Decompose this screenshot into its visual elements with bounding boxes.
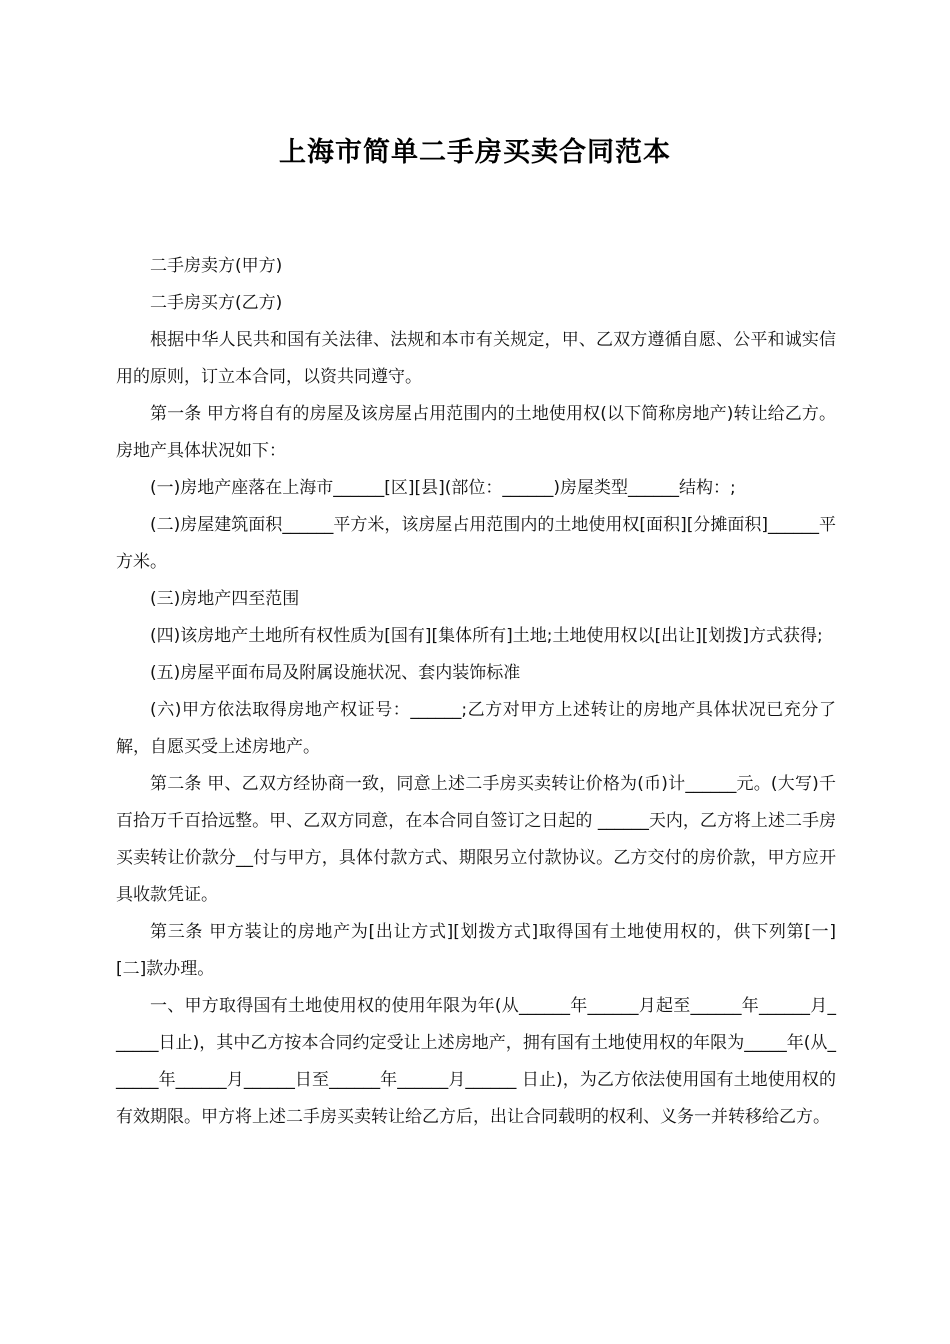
paragraph-article-1: 第一条 甲方将自有的房屋及该房屋占用范围内的土地使用权(以下简称房地产)转让给乙方。房地产具体状况如下：	[116, 404, 836, 461]
paragraph-item-5: (五)房屋平面布局及附属设施状况、套内装饰标准	[150, 663, 521, 683]
paragraph-article-3: 第三条 甲方装让的房地产为[出让方式][划拨方式]取得国有土地使用权的，供下列第[一][二]款办理。	[116, 922, 836, 979]
document-title: 上海市简单二手房买卖合同范本	[279, 137, 671, 168]
paragraph-preamble: 根据中华人民共和国有关法律、法规和本市有关规定，甲、乙双方遵循自愿、公平和诚实信用的原则，订立本合同，以资共同遵守。	[116, 330, 836, 387]
paragraph-item-3: (三)房地产四至范围	[150, 589, 300, 609]
document-body	[116, 248, 836, 1136]
paragraph-item-1: (一)房地产座落在上海市______[区][县](部位：______)房屋类型______结构：;	[150, 478, 736, 498]
paragraph-item-6: (六)甲方依法取得房地产权证号：______;乙方对甲方上述转让的房地产具体状况已充分了解，自愿买受上述房地产。	[116, 700, 836, 757]
paragraph-item-4: (四)该房地产土地所有权性质为[国有][集体所有]土地;土地使用权以[出让][划拨]方式获得;	[150, 626, 823, 646]
paragraph-buyer: 二手房买方(乙方)	[150, 293, 283, 313]
paragraph-article-2: 第二条 甲、乙双方经协商一致，同意上述二手房买卖转让价格为(币)计______元。(大写)千百拾万千百拾远整。甲、乙双方同意，在本合同自签订之日起的 ______天内，乙方将上述二手房买卖转让价款分__付与甲方，具体付款方式、期限另立付款协议。乙方交付的房价款，甲方应开具收款凭证。	[116, 774, 836, 905]
paragraph-clause-1: 一、甲方取得国有土地使用权的使用年限为年(从______年______月起至______年______月______日止)，其中乙方按本合同约定受让上述房地产，拥有国有土地使用权的年限为_____年(从______年______月______日至______年______月______ 日止)，为乙方依法使用国有土地使用权的有效期限。甲方将上述二手房买卖转让给乙方后，出让合同载明的权利、义务一并转移给乙方。	[116, 996, 836, 1127]
paragraph-seller: 二手房卖方(甲方)	[150, 256, 283, 276]
paragraph-item-2: (二)房屋建筑面积______平方米，该房屋占用范围内的土地使用权[面积][分摊面积]______平方米。	[116, 515, 836, 572]
